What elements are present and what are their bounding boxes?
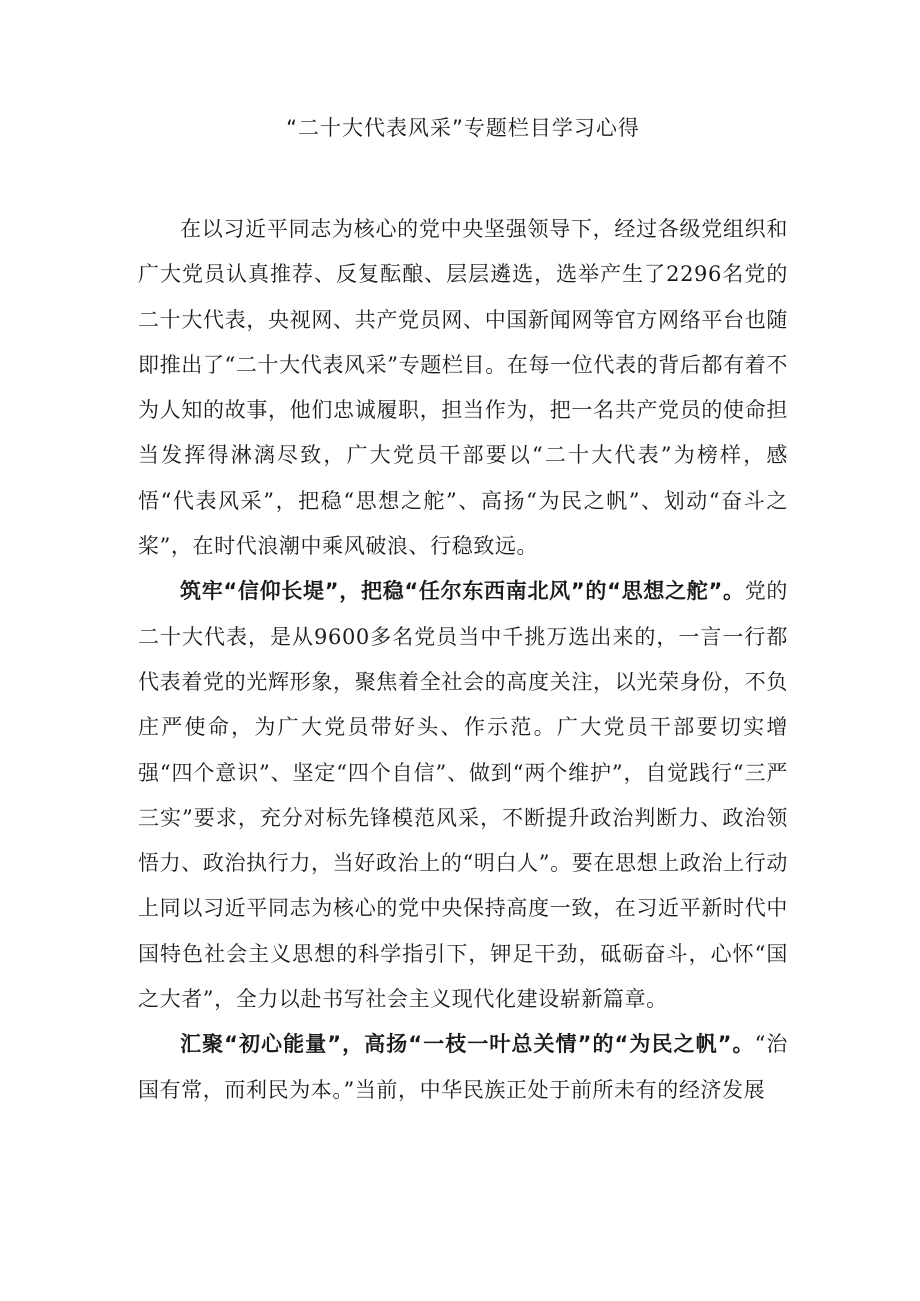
paragraph-intro (138, 207, 788, 569)
paragraph-text: “治国有常，而利民为本。”当前，中华民族正处于前所未有的经济发展 (138, 1032, 789, 1102)
paragraph-text: 党的二十大代表，是从9600多名党员当中千挑万选出来的，一言一行都代表着党的光辉形象，聚焦着全社会的高度关注，以光荣身份，不负庄严使命，为广大党员带好头、作示范。广大党员干部要切实增强“四个意识”、坚定“四个自信”、做到“两个维护”，自觉践行“三严三实”要求，充分对标先锋模范风采，不断提升政治判断力、政治领悟力、政治执行力，当好政治上的“明白人”。要在思想上政治上行动上同以习近平同志为核心的党中央保持高度一致，在习近平新时代中国特色社会主义思想的科学指引下，钾足干劲，砥砺奋斗，心怀“国之大者”，全力以赴书写社会主义现代化建设崭新篇章。 (138, 579, 788, 1012)
document-title: “二十大代表风采”专题栏目学习心得 (286, 116, 640, 140)
paragraph-text: 在以习近平同志为核心的党中央坚强领导下，经过各级党组织和广大党员认真推荐、反复酝酿、层层遴选，选举产生了2296名党的二十大代表，央视网、共产党员网、中国新闻网等官方网络平台也随即推出了“二十大代表风采”专题栏目。在每一位代表的背后都有着不为人知的故事，他们忠诚履职，担当作为，把一名共产党员的使命担当发挥得淋漓尽致，广大党员干部要以“二十大代表”为榜样，感悟“代表风采”，把稳“思想之舵”、高扬“为民之帆”、划动“奋斗之桨”，在时代浪潮中乘风破浪、行稳致远。 (138, 217, 788, 559)
paragraph-lead: 筑牢“信仰长堤”，把稳“任尔东西南北风”的“思想之舵”。 (180, 579, 745, 604)
document-body (138, 207, 788, 1113)
paragraph-people-sail (138, 1022, 788, 1113)
paragraph-lead: 汇聚“初心能量”，高扬“一枝一叶总关情”的“为民之帆”。 (180, 1032, 755, 1057)
paragraph-thought-rudder (138, 569, 788, 1022)
